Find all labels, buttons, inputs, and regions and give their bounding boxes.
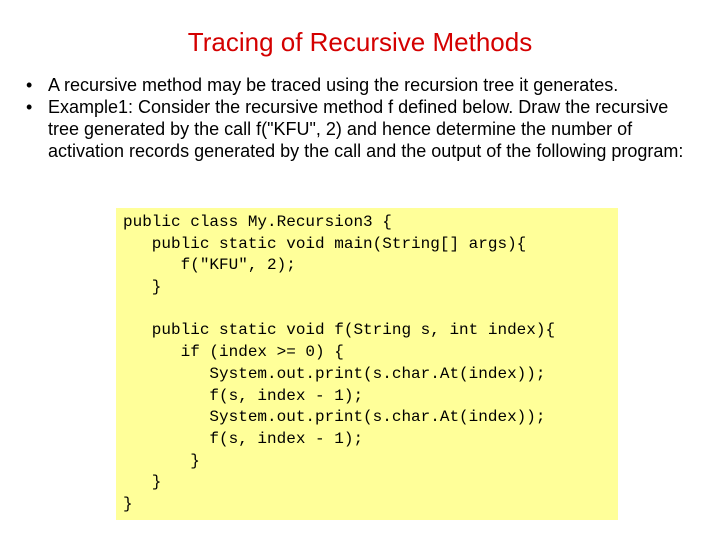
code-line: }	[123, 278, 162, 297]
code-line	[123, 299, 618, 321]
bullet-icon: •	[26, 75, 33, 95]
code-line: System.out.print(s.char.At(index));	[123, 364, 546, 383]
code-line: System.out.print(s.char.At(index));	[123, 408, 546, 427]
code-line: f(s, index - 1);	[123, 429, 364, 448]
bullet-icon: •	[26, 97, 33, 117]
code-line: f("KFU", 2);	[123, 256, 296, 275]
code-block	[116, 208, 618, 520]
code-line: }	[123, 473, 162, 492]
bullet-list	[26, 74, 696, 162]
code-line: f(s, index - 1);	[123, 386, 364, 405]
code-listing	[123, 212, 618, 516]
bullet-item	[26, 96, 696, 162]
code-line: public static void f(String s, int index){	[123, 321, 556, 340]
code-line: public class My.Recursion3 {	[123, 213, 392, 231]
code-line: public static void main(String[] args){	[123, 234, 527, 253]
bullet-text: Example1: Consider the recursive method f defined below. Draw the recursive tree generated by the call f("KFU", 2) and hence determine the number of activation records generated by the call and the output of the following program:	[48, 97, 684, 161]
slide-title: Tracing of Recursive Methods	[187, 27, 533, 57]
code-line: }	[123, 451, 200, 470]
bullet-text: A recursive method may be traced using the recursion tree it generates.	[48, 75, 619, 95]
bullet-item	[26, 74, 696, 96]
code-line: }	[123, 494, 133, 513]
code-line: if (index >= 0) {	[123, 343, 344, 362]
